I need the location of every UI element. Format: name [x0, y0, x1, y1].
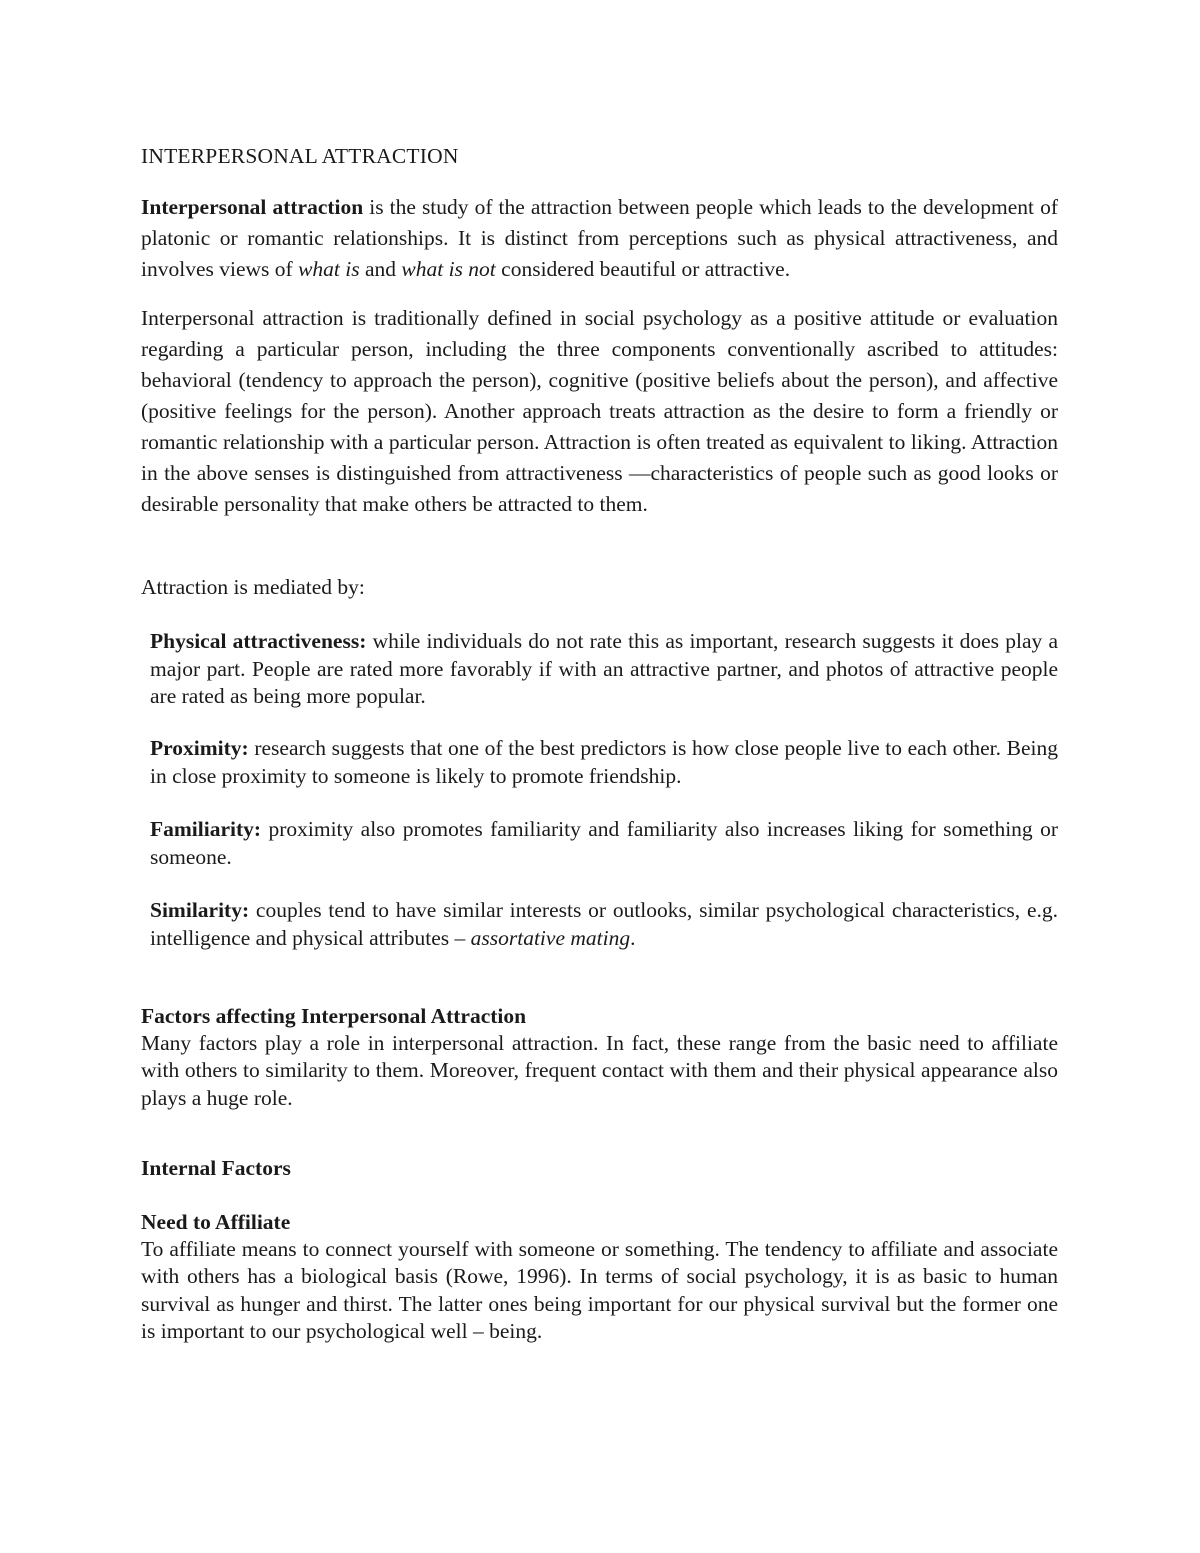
mediator-proximity: [150, 735, 1058, 790]
mediator-label: Similarity:: [150, 898, 250, 922]
intro-emphasis-what-is-not: what is not: [401, 257, 496, 281]
mediator-tail: .: [630, 925, 636, 950]
intro-text-b: and: [359, 257, 402, 281]
mediator-physical-attractiveness: [150, 628, 1058, 711]
intro-text-c: considered beautiful or attractive.: [495, 257, 791, 281]
mediator-emphasis: assortative mating: [470, 925, 631, 950]
intro-emphasis-what-is: what is: [298, 257, 360, 281]
intro-term: Interpersonal attraction: [141, 195, 364, 219]
factors-text: Many factors play a role in interpersonal attraction. In fact, these range from the basic need to affiliate with others to similarity to them. Moreover, frequent contact with them and their physical appearance also plays a huge role.: [141, 1031, 1058, 1110]
mediator-text: while individuals do not rate this as important, research suggests it does play a major part. People are rated more favorably if with an attractive partner, and photos of attractive people are rated as being more popular.: [150, 629, 1058, 708]
mediator-text: proximity also promotes familiarity and familiarity also increases liking for something or someone.: [150, 817, 1058, 869]
definition-paragraph: Interpersonal attraction is traditionally defined in social psychology as a positive attitude or evaluation regarding a particular person, including the three components conventionally ascribed to attitudes: behavioral (tendency to approach the person), cognitive (positive beliefs about the person), and affective (positive feelings for the person). Another approach treats attraction as the desire to form a friendly or romantic relationship with a particular person. Attraction is often treated as equivalent to liking. Attraction in the above senses is distinguished from attractiveness —characteristics of people such as good looks or desirable personality that make others be attracted to them.: [141, 306, 1058, 516]
mediator-label: Proximity:: [150, 736, 249, 760]
intro-paragraph: [141, 192, 1058, 285]
factors-heading: Factors affecting Interpersonal Attraction: [141, 1004, 527, 1028]
affiliate-text: To affiliate means to connect yourself with someone or something. The tendency to affiliate and associate with others has a biological basis (Rowe, 1996). In terms of social psychology, it is as basic to human survival as hunger and thirst. The latter ones being important for our physical survival but the former one is important to our psychological well – being.: [141, 1237, 1058, 1343]
internal-factors-heading: Internal Factors: [141, 1156, 291, 1180]
mediator-familiarity: [150, 816, 1058, 871]
mediator-text: couples tend to have similar interests or outlooks, similar psychological characteristics, e.g. intelligence and physical attributes –: [150, 898, 1058, 950]
mediator-label: Familiarity:: [150, 817, 262, 841]
mediator-similarity: [150, 897, 1058, 952]
mediator-label: Physical attractiveness:: [150, 629, 367, 653]
affiliate-section: [141, 1209, 1058, 1345]
mediated-intro: Attraction is mediated by:: [141, 575, 365, 599]
factors-section: [141, 1003, 1058, 1112]
document-title: INTERPERSONAL ATTRACTION: [141, 144, 459, 168]
intro-text-a: is the study of the attraction between people which leads to the development of platonic or romantic relationships. It is distinct from perceptions such as physical attractiveness, and involves views of: [141, 195, 1058, 281]
affiliate-heading: Need to Affiliate: [141, 1210, 291, 1234]
mediator-text: research suggests that one of the best predictors is how close people live to each other. Being in close proximity to someone is likely to promote friendship.: [150, 736, 1058, 788]
